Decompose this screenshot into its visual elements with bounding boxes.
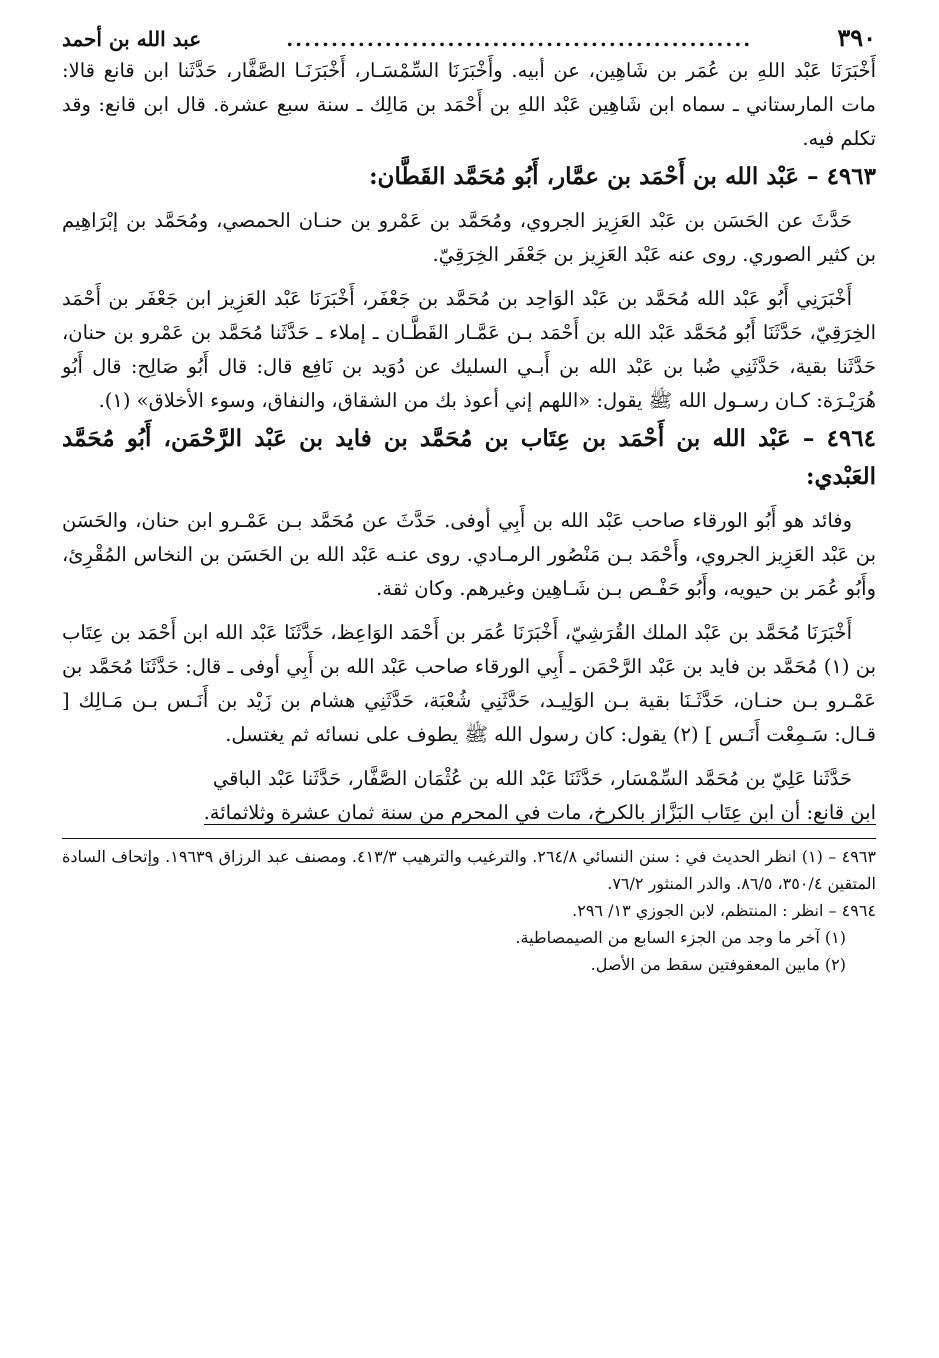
underlined-text: ابن قانع: أن ابن عِتَاب البَزَّاز بالكرخ، مات في المحرم من سنة ثمان عشرة وثلاثمائة.	[203, 801, 876, 824]
paragraph-hadith-4963: أَخْبَرَنِي أَبُو عَبْد الله مُحَمَّد بن عَبْد الوَاحِد بن مُحَمَّد بن جَعْفَر، أَخْبَرَنَا عَبْد العَزِيز ابن جَعْفَر بن أَحْمَد الخِرَقِيّ، حَدَّثَنَا أَبُو مُحَمَّد عَبْد الله بن أَحْمَد بـن عَمَّـار القَطَّـان ـ إملاء ـ حَدَّثَنا مُحَمَّد بن عَمْرو بن حنان، حَدَّثَنا بقية، حَدَّثَنِي ضُبا بن عَبْد الله بن أَبـي السليك عن دُوَيد بن نَافِع قال: قال أَبُو صَالِح: قال أَبُو هُرَيْـرَة: كـان رسـول الله ﷺ يقول: «اللهم إني أعوذ بك من الشقاق، والنفاق، وسوء الأخلاق» (١).	[62, 287, 876, 412]
footnote-1: (١) آخر ما وجد من الجزء السابع من الصيمصاطية.	[515, 928, 846, 947]
header-dots: ....................................................	[286, 27, 753, 51]
entry-heading-4964: ٤٩٦٤ – عَبْد الله بن أَحْمَد بن عِتَاب بن مُحَمَّد بن فايد بن عَبْد الرَّحْمَن، أَبُو مُحَمَّد العَبْدي:	[62, 425, 876, 490]
paragraph-hadith-4964: أَخْبَرَنَا مُحَمَّد بن عَبْد الملك القُرَشِيّ، أَخْبَرَنَا عُمَر بن أَحْمَد الوَاعِظ، حَدَّثَنَا عَبْد الله ابن أَحْمَد بن عِتَاب بن (١) مُحَمَّد بن فايد بن عَبْد الرَّحْمَن ـ أَبِي الورقاء صاحب عَبْد الله بن أَبِي أوفى ـ قال: حَدَّثَنَا مُحَمَّد بن عَمْـرو بـن حنـان، حَدَّثَـنَا بقية بـن الوَلِيـد، حَدَّثَنِي شُعْبَة، حَدَّثَنِي هشام بن زَيْد بن أَنَـس بـن مَـالِك [ قـال: سَـمِعْت أَنَـس ] (٢) يقول: كان رسول الله ﷺ يطوف على نسائه ثم يغتسل.	[62, 621, 876, 746]
paragraph-death-report-end	[62, 796, 876, 830]
footnote-4963: ٤٩٦٣ – (١) انظر الحديث في : سنن النسائي ٢٦٤/٨. والترغيب والترهيب ٤١٣/٣. ومصنف عبد الرزاق ١٩٦٣٩. وإتحاف السادة المتقين ٣٥٠/٤، ٨٦/٥. والدر المنثور ٧٦/٢.	[62, 847, 876, 893]
book-page	[62, 24, 876, 978]
running-title: عبد الله بن أحمد	[62, 27, 202, 51]
paragraph-continued: أَخْبَرَنَا عَبْد اللهِ بن عُمَر بن شَاهِين، عن أبيه. وأَخْبَرَنَا السِّمْسَـار، أَخْبَرَنَـا الصَّفَّار، حَدَّثَنا ابن قانع قالا: مات المارستاني ـ سماه ابن شَاهِين عَبْد اللهِ بن أَحْمَد بن مَالِك ـ سنة سبع عشرة. قال ابن قانع: وقد تكلم فيه.	[62, 59, 876, 150]
paragraph-death-report: حَدَّثَنا عَلِيّ بن مُحَمَّد السِّمْسَار، حَدَّثَنَا عَبْد الله بن عُثْمَان الصَّفَّار، حَدَّثَنا عَبْد الباقي	[212, 767, 852, 790]
paragraph-biography-4964: وفائد هو أَبُو الورقاء صاحب عَبْد الله بن أَبِي أوفى. حَدَّثَ عن مُحَمَّد بـن عَمْـرو ابن حنان، والحَسَن بن عَبْد العَزِيز الجروي، وأَحْمَد بـن مَنْصُور الرمـادي. روى عنـه عَبْد الله بن الحَسَن بن النخاس المُقْرِئ، وأَبُو عُمَر بن حيويه، وأَبُو حَفْـص بـن شَـاهِين وغيرهم. وكان ثقة.	[62, 509, 876, 600]
entry-heading-4963: ٤٩٦٣ – عَبْد الله بن أَحْمَد بن عمَّار، أَبُو مُحَمَّد القَطَّان:	[369, 163, 876, 190]
footnote-4964: ٤٩٦٤ – انظر : المنتظم، لابن الجوزي ١٣/ ٢٩٦.	[572, 901, 876, 920]
paragraph-biography-4963: حَدَّثَ عن الحَسَن بن عَبْد العَزِيز الجروي، ومُحَمَّد بن عَمْرو بن حنـان الحمصي، ومُحَمَّد بن إبْرَاهِيم بن كثير الصوري. روى عنه عَبْد العَزِيز بن جَعْفَر الخِرَقِيّ.	[62, 209, 876, 266]
footnote-2: (٢) مابين المعقوفتين سقط من الأصل.	[590, 955, 846, 974]
footnotes	[62, 838, 876, 978]
page-header	[62, 24, 876, 54]
page-number: ٣٩٠	[837, 23, 876, 52]
